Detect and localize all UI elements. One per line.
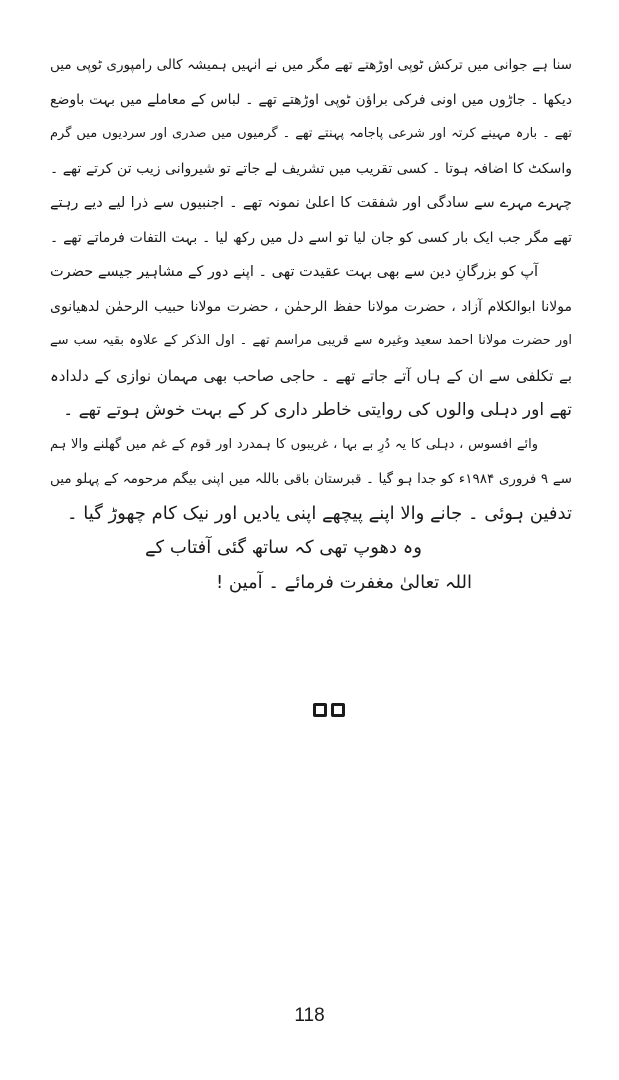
text-line-5: چہرے مہرے سے سادگی اور شفقت کا اعلیٰ نمونہ تھے ۔ اجنبیوں سے ذرا لیے دیے رہتے: [50, 195, 572, 211]
text-line-6: تھے مگر جب ایک بار کسی کو جان لیا تو اسے دل میں رکھ لیا ۔ بہت التفات فرماتے تھے ۔: [50, 229, 572, 246]
text-line-4: واسکٹ کا اضافہ ہوتا ۔ کسی تقریب میں تشریف لے جاتے تو شیروانی زیب تن کرتے تھے ۔: [50, 160, 572, 177]
text-line-2: دیکھا ۔ جاڑوں میں اونی فرکی براؤن ٹوپی اوڑھتے تھے ۔ لباس کے معاملے میں بہت باوضع: [50, 91, 572, 108]
urdu-text-block: [50, 48, 572, 600]
text-line-1: سنا ہے جوانی میں ترکش ٹوپی اوڑھتے تھے مگر میں نے انہیں ہمیشہ کالی رامپوری ٹوپی میں: [50, 57, 572, 73]
section-end-mark: [313, 703, 345, 717]
text-line-8: مولانا ابوالکلام آزاد ، حضرت مولانا حفظ الرحمٰن ، حضرت مولانا حبیب الرحمٰن لدھیانوی: [50, 298, 572, 315]
page-number: 118: [294, 1005, 325, 1026]
text-line-13: سے ۹ فروری ۱۹۸۴ء کو جدا ہو گیا ۔ قبرستان باقی باللہ میں اپنی بیگم مرحومہ کے پہلو میں: [50, 471, 572, 487]
text-line-11: تھے اور دہلی والوں کی روایتی خاطر داری کر کے بہت خوش ہوتے تھے ۔: [63, 400, 572, 420]
text-line-12: وائے افسوس ، دہلی کا یہ دُرِ بے بہا ، غریبوں کا ہمدرد اور قوم کے غم میں گھلنے والا ہم: [50, 436, 538, 452]
poem-verse: وہ دھوپ تھی کہ ساتھ گئی آفتاب کے: [144, 537, 422, 558]
text-line-3: تھے ۔ بارہ مہینے کرتہ اور شرعی پاجامہ پہنتے تھے ۔ گرمیوں میں صدری اور سردیوں میں گرم: [50, 126, 572, 141]
text-line-10: بے تکلفی سے ان کے ہاں آتے جاتے تھے ۔ حاجی صاحب بھی مہمان نوازی کے دلدادہ: [50, 366, 572, 385]
text-line-14: تدفین ہوئی ۔ جانے والا اپنے پیچھے اپنی یادیں اور نیک کام چھوڑ گیا ۔: [67, 502, 572, 524]
text-line-9: اور حضرت مولانا احمد سعید وغیرہ سے قریبی مراسم تھے ۔ اول الذکر کے علاوہ بقیہ سب سے: [50, 333, 572, 348]
end-box-icon: [331, 703, 345, 717]
end-box-icon: [313, 703, 327, 717]
text-line-7: آپ کو بزرگانِ دین سے بھی بہت عقیدت تھی ۔ اپنے دور کے مشاہیر جیسے حضرت: [50, 264, 538, 280]
closing-prayer: اللہ تعالیٰ مغفرت فرمائے ۔ آمین !: [215, 571, 472, 593]
